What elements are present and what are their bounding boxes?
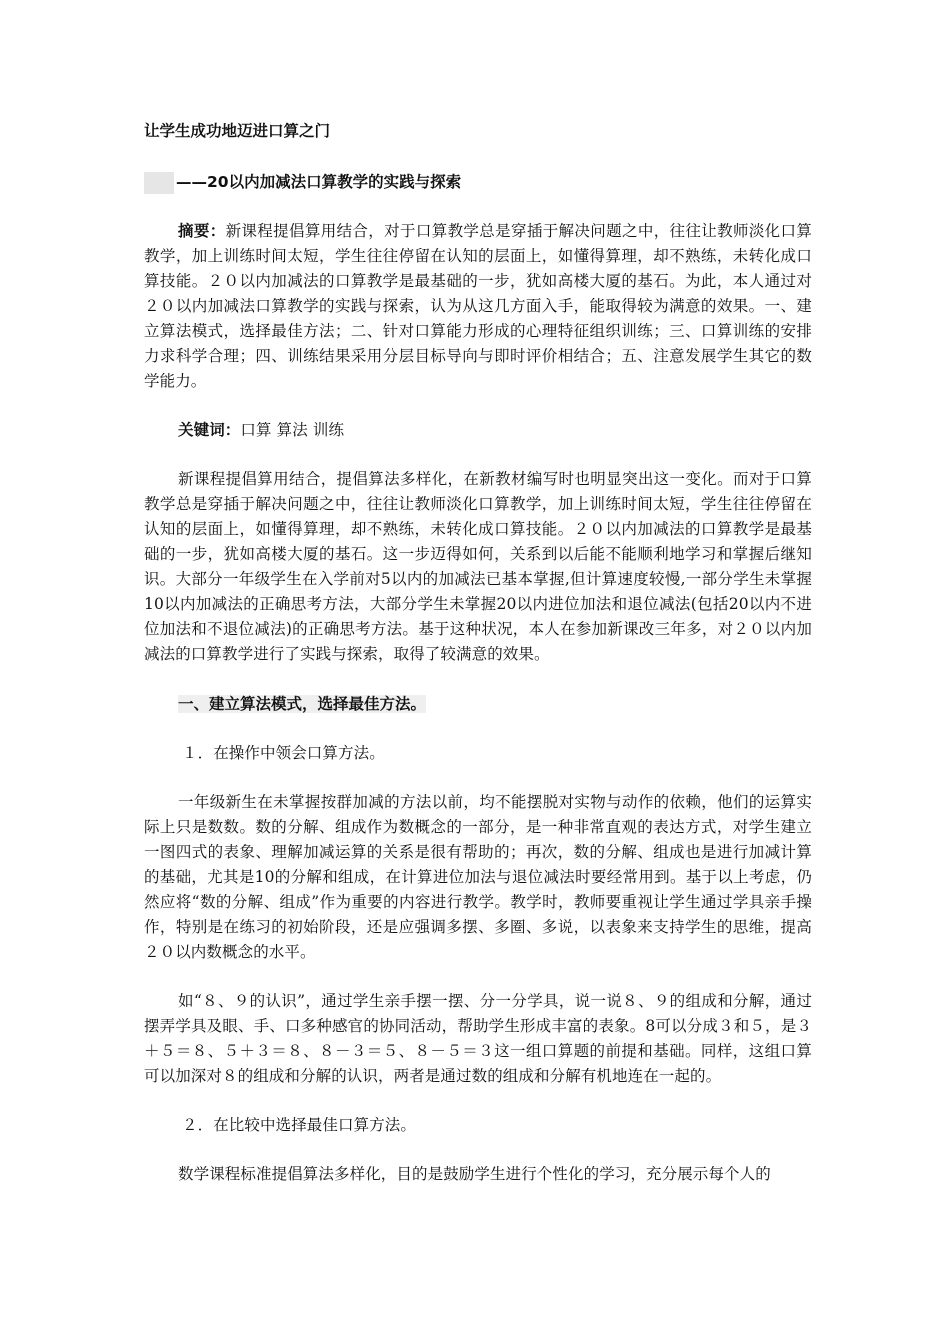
keywords-text: 口算 算法 训练 xyxy=(240,421,345,439)
abstract-text: 新课程提倡算用结合，对于口算教学总是穿插于解决问题之中，往往让教师淡化口算教学，加上训练时间太短，学生往往停留在认知的层面上，如懂得算理，却不熟练，未转化成口算技能。２０以内加减法的口算教学是最基础的一步，犹如高楼大厦的基石。为此，本人通过对２０以内加减法口算教学的实践与探索，认为从这几方面入手，能取得较为满意的效果。一、建立算法模式，选择最佳方法；二、针对口算能力形成的心理特征组织训练；三、口算训练的安排力求科学合理；四、训练结果采用分层目标导向与即时评价相结合；五、注意发展学生其它的数学能力。 xyxy=(144,222,812,390)
keywords-label: 关键词： xyxy=(178,421,241,439)
abstract-label: 摘要： xyxy=(178,222,226,240)
body-paragraph-2: 如“８、９的认识”，通过学生亲手摆一摆、分一分学具，说一说８、９的组成和分解，通过摆弄学具及眼、手、口多种感官的协同活动，帮助学生形成丰富的表象。8可以分成３和５，是３＋５＝８、５＋３＝８、８－３＝５、８－５＝３这一组口算题的前提和基础。同样，这组口算可以加深对８的组成和分解的认识，两者是通过数的组成和分解有机地连在一起的。 xyxy=(144,992,812,1085)
body-paragraph-3: 数学课程标准提倡算法多样化，目的是鼓励学生进行个性化的学习，充分展示每个人的 xyxy=(178,1165,771,1183)
document-title: 让学生成功地迈进口算之门 xyxy=(144,122,331,140)
keywords-paragraph xyxy=(144,418,812,443)
subtitle-text: ——20以内加减法口算教学的实践与探索 xyxy=(176,173,462,191)
document-page xyxy=(144,118,812,1211)
body-paragraph-1: 一年级新生在未掌握按群加减的方法以前，均不能摆脱对实物与动作的依赖，他们的运算实际上只是数数。数的分解、组成作为数概念的一部分，是一种非常直观的表达方式，对学生建立一图四式的表象、理解加减运算的关系是很有帮助的；再次，数的分解、组成也是进行加减计算的基础，尤其是10的分解和组成，在计算进位加法与退位减法时要经常用到。基于以上考虑，仍然应将“数的分解、组成”作为重要的内容进行教学。教学时，教师要重视让学生通过学具亲手操作，特别是在练习的初始阶段，还是应强调多摆、多圈、多说，以表象来支持学生的思维，提高２０以内数概念的水平。 xyxy=(144,793,812,961)
abstract-paragraph xyxy=(144,219,812,394)
intro-paragraph: 新课程提倡算用结合，提倡算法多样化，在新教材编写时也明显突出这一变化。而对于口算教学总是穿插于解决问题之中，往往让教师淡化口算教学，加上训练时间太短，学生往往停留在认知的层面上，如懂得算理，却不熟练，未转化成口算技能。２０以内加减法的口算教学是最基础的一步，犹如高楼大厦的基石。这一步迈得如何，关系到以后能不能顺利地学习和掌握后继知识。大部分一年级学生在入学前对5以内的加减法已基本掌握,但计算速度较慢,一部分学生未掌握10以内加减法的正确思考方法，大部分学生未掌握20以内进位加法和退位减法(包括20以内不进位加法和不退位减法)的正确思考方法。基于这种状况，本人在参加新课改三年多，对２０以内加减法的口算教学进行了实践与探索，取得了较满意的效果。 xyxy=(144,470,812,663)
subsection-heading-2: ２．在比较中选择最佳口算方法。 xyxy=(182,1116,417,1134)
section-heading-text: 一、建立算法模式，选择最佳方法。 xyxy=(178,695,427,713)
subsection-heading-1: １．在操作中领会口算方法。 xyxy=(182,744,385,762)
document-subtitle xyxy=(144,169,812,195)
subtitle-highlight xyxy=(144,172,174,194)
section-heading xyxy=(144,691,812,717)
